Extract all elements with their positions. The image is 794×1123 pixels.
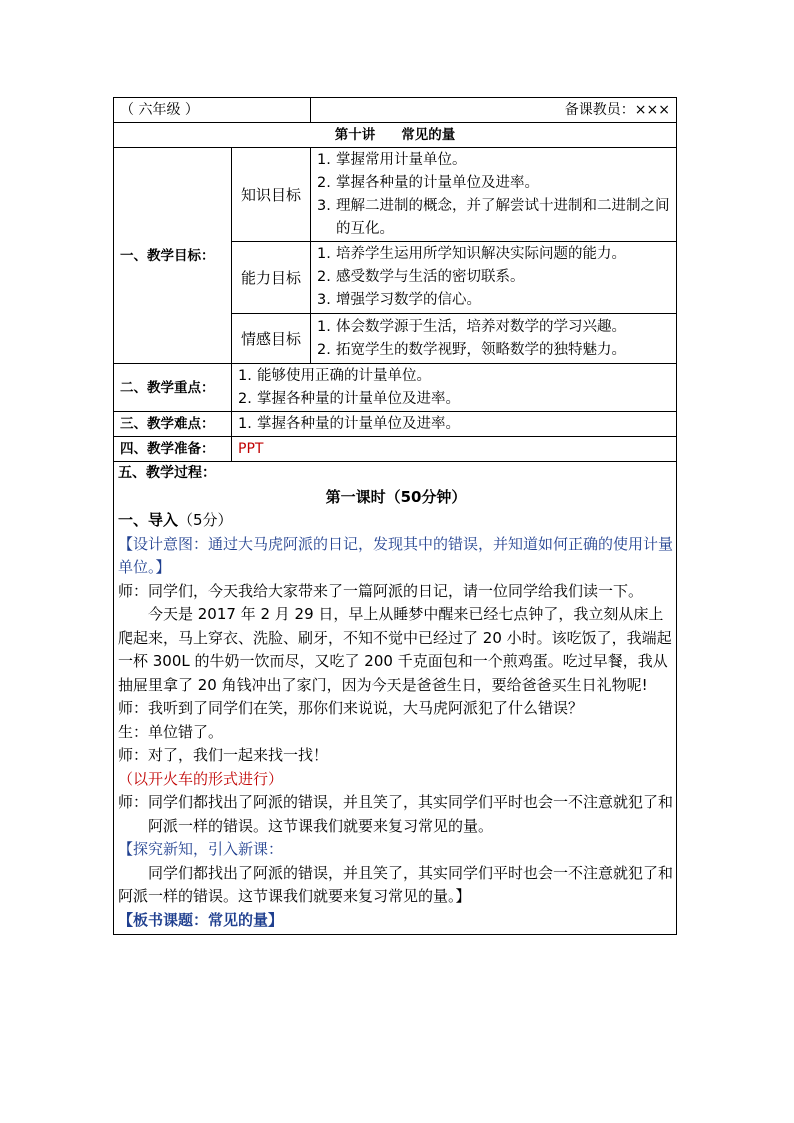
emotion-goal-list [311,314,677,364]
list-item: 2. 掌握各种量的计量单位及进率。 [317,174,539,191]
list-item: 2. 掌握各种量的计量单位及进率。 [238,390,460,407]
lecture-title [114,123,677,148]
list-item: 3. 增强学习数学的信心。 [317,292,481,308]
process-label: 五、教学过程： [118,465,216,481]
explore-text: 同学们都找出了阿派的错误，并且笑了，其实同学们平时也会一不注意就犯了和阿派一样的错误。这节课我们就要来复习常见的量。】 [118,863,674,905]
explore-label: 【探究新知，引入新课： [118,840,284,858]
ability-goal-list [311,242,677,314]
list-item: 1. 体会数学源于生活，培养对数学的学习兴趣。 [317,318,626,335]
knowledge-goal-list [311,148,677,242]
preparation-label: 四、教学准备： [114,437,232,462]
board-title: 【板书课题：常见的量】 [118,910,284,929]
design-intent: 【设计意图：通过大马虎阿派的日记，发现其中的错误，并知道如何正确的使用计量单位。】 [118,534,674,576]
list-item: 1. 培养学生运用所学知识解决实际问题的能力。 [317,246,626,262]
teacher-label: 备课教员：××× [311,98,677,123]
teacher-line-3: 师：对了，我们一起来找一找！ [118,746,329,764]
list-item: 2. 感受数学与生活的密切联系。 [317,269,525,285]
student-line-1: 生：单位错了。 [118,722,224,741]
objectives-label: 一、教学目标： [114,148,232,364]
lecture-number: 第十讲 [334,127,376,143]
list-item: 1. 掌握常用计量单位。 [317,151,467,168]
diary-text: 今天是 2017 年 2 月 29 日，早上从睡梦中醒来已经七点钟了，我立刻从床上爬起来，马上穿衣、洗脸、刷牙，不知不觉中已经过了 20 小时。该吃饭了，我端起一杯 300L 的牛奶一饮而尽，又吃了 200 千克面包和一个煎鸡蛋。吃过早餐，我从抽屉里拿了 20 角钱冲出了家门，因为今天是爸爸生日，要给爸爸买生日礼物呢! [118,605,672,694]
preparation-text: PPT [238,441,264,457]
difficulties-list [232,412,677,437]
list-item: 1. 能够使用正确的计量单位。 [238,367,431,384]
knowledge-goal-label: 知识目标 [232,148,311,242]
lesson-period: 第一课时（50分钟） [325,487,467,506]
teacher-line-4: 师：同学们都找出了阿派的错误，并且笑了，其实同学们平时也会一不注意就犯了和阿派一样的错误。这节课我们就要来复习常见的量。 [118,793,674,835]
key-points-list [232,364,677,412]
difficulties-label: 三、教学难点： [114,412,232,437]
activity-note: （以开火车的形式进行） [118,769,284,788]
teacher-line-2: 师：我听到了同学们在笑，那你们来说说，大马虎阿派犯了什么错误？ [118,699,584,717]
teaching-process [114,462,677,935]
list-item: 1. 掌握各种量的计量单位及进率。 [238,415,460,432]
lesson-plan-document [113,97,676,935]
preparation-value [232,437,677,462]
teacher-line-1: 师：同学们，今天我给大家带来了一篇阿派的日记，请一位同学给我们读一下。 [118,581,644,600]
lesson-plan-table [113,97,677,935]
key-points-label: 二、教学重点： [114,364,232,412]
ability-goal-label: 能力目标 [232,242,311,314]
list-item: 3. 理解二进制的概念，并了解尝试十进制和二进制之间的互化。 [317,197,670,237]
emotion-goal-label: 情感目标 [232,314,311,364]
grade-label: （ 六年级 ） [114,98,311,123]
intro-heading: 一、导入（5分） [118,511,233,529]
lecture-topic: 常见的量 [401,127,456,143]
list-item: 2. 拓宽学生的数学视野，领略数学的独特魅力。 [317,341,626,358]
